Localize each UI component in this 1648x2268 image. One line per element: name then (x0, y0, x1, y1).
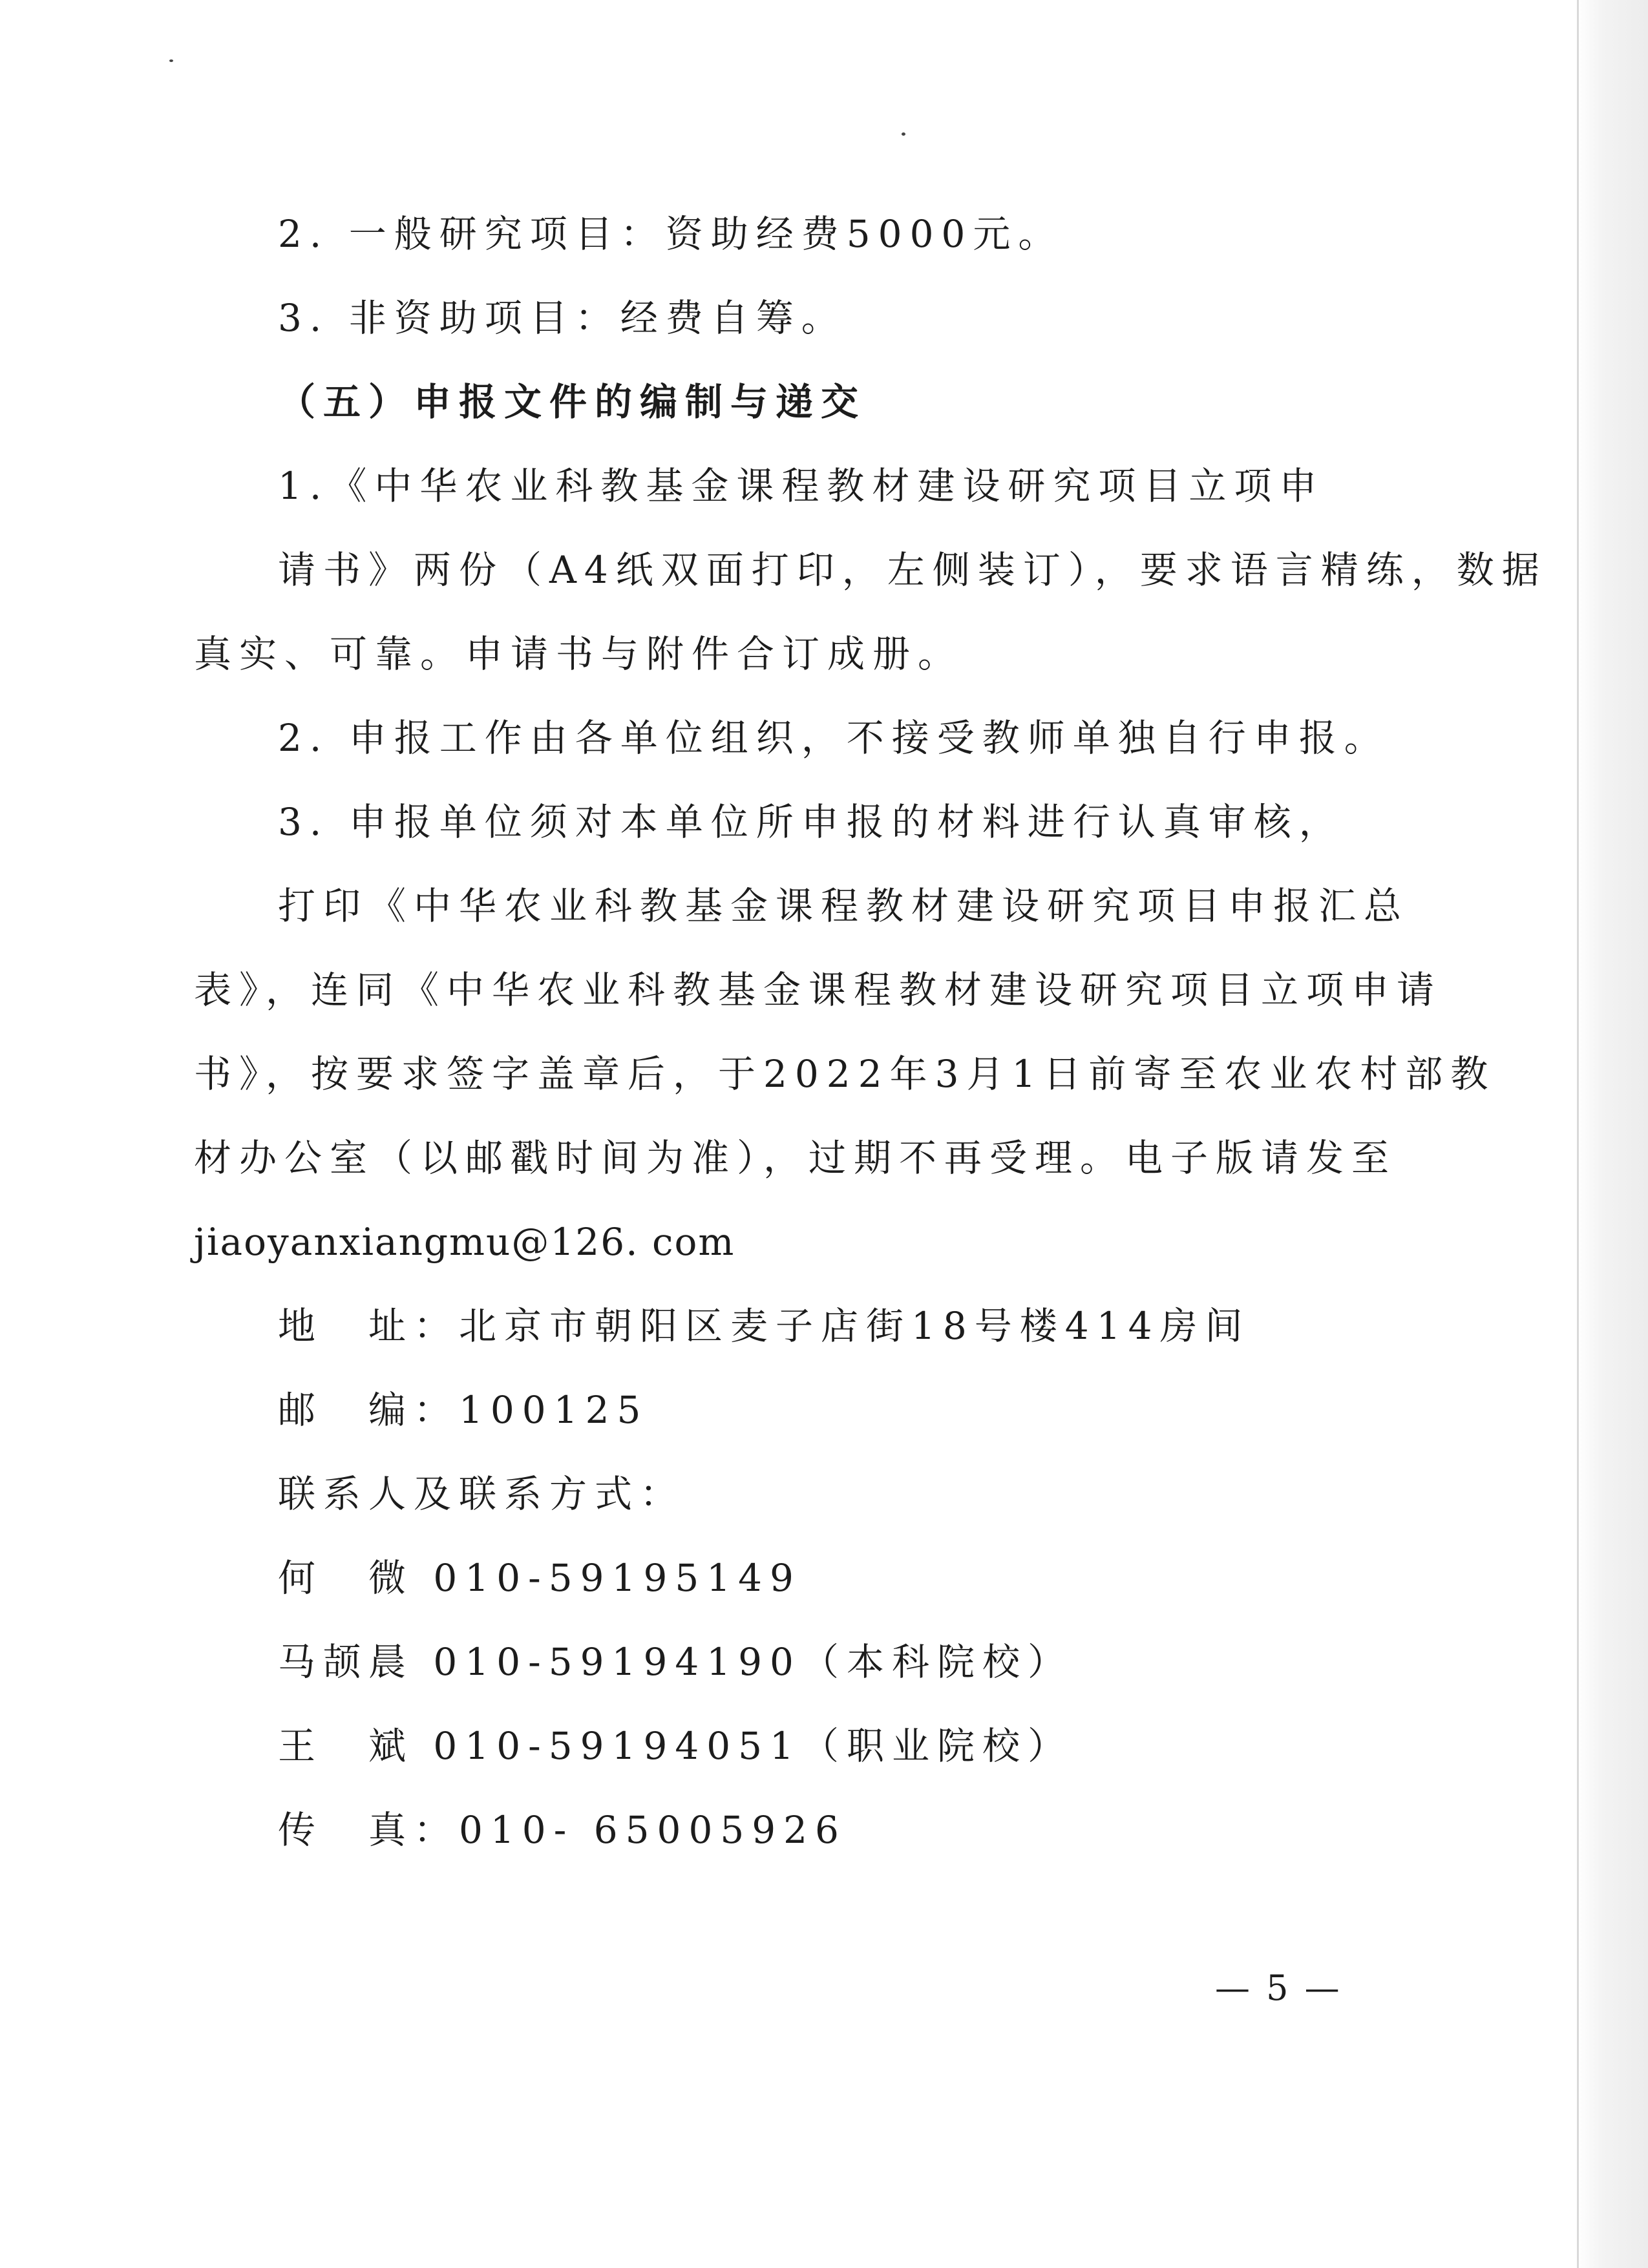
contact-he-wei: 何 微 010-59195149 (278, 1556, 801, 1600)
funding-general-project: 2. 一般研究项目：资助经费5000元。 (278, 212, 1064, 256)
contacts-heading: 联系人及联系方式： (278, 1472, 686, 1516)
page-number: — 5 — (1215, 1968, 1342, 2008)
fax-line: 传 真：010- 65005926 (278, 1808, 847, 1852)
paragraph-1-line-1: 1.《中华农业科教基金课程教材建设研究项目立项申 (278, 464, 1325, 508)
paragraph-3-line-3: 表》，连同《中华农业科教基金课程教材建设研究项目立项申请 (194, 968, 1442, 1012)
paragraph-2: 2. 申报工作由各单位组织，不接受教师单独自行申报。 (278, 716, 1389, 760)
postal-code-line: 邮 编：100125 (278, 1388, 649, 1432)
contact-wang-bin: 王 斌 010-59194051（职业院校） (278, 1724, 1073, 1768)
submission-email: jiaoyanxiangmu@126. com (194, 1220, 735, 1264)
funding-non-funded-project: 3. 非资助项目：经费自筹。 (278, 296, 847, 340)
section-heading-application-files: （五）申报文件的编制与递交 (278, 380, 867, 424)
scan-edge-line (1577, 0, 1579, 2268)
paragraph-3-line-2: 打印《中华农业科教基金课程教材建设研究项目申报汇总 (278, 884, 1410, 928)
contact-ma-jiechen: 马颉晨 010-59194190（本科院校） (278, 1640, 1073, 1684)
scan-speck (169, 59, 173, 62)
paragraph-1-line-2: 请书》两份（A4纸双面打印，左侧装订），要求语言精练，数据 (278, 548, 1547, 592)
paragraph-3-line-4: 书》，按要求签字盖章后，于2022年3月1日前寄至农业农村部教 (194, 1052, 1496, 1096)
scan-page-edge (1577, 0, 1648, 2268)
paragraph-3-line-5: 材办公室（以邮戳时间为准），过期不再受理。电子版请发至 (194, 1136, 1397, 1180)
paragraph-3-line-1: 3. 申报单位须对本单位所申报的材料进行认真审核， (278, 800, 1344, 844)
scan-speck (902, 132, 905, 136)
address-line: 地 址：北京市朝阳区麦子店街18号楼414房间 (278, 1304, 1251, 1348)
paragraph-1-line-3: 真实、可靠。申请书与附件合订成册。 (194, 632, 964, 676)
